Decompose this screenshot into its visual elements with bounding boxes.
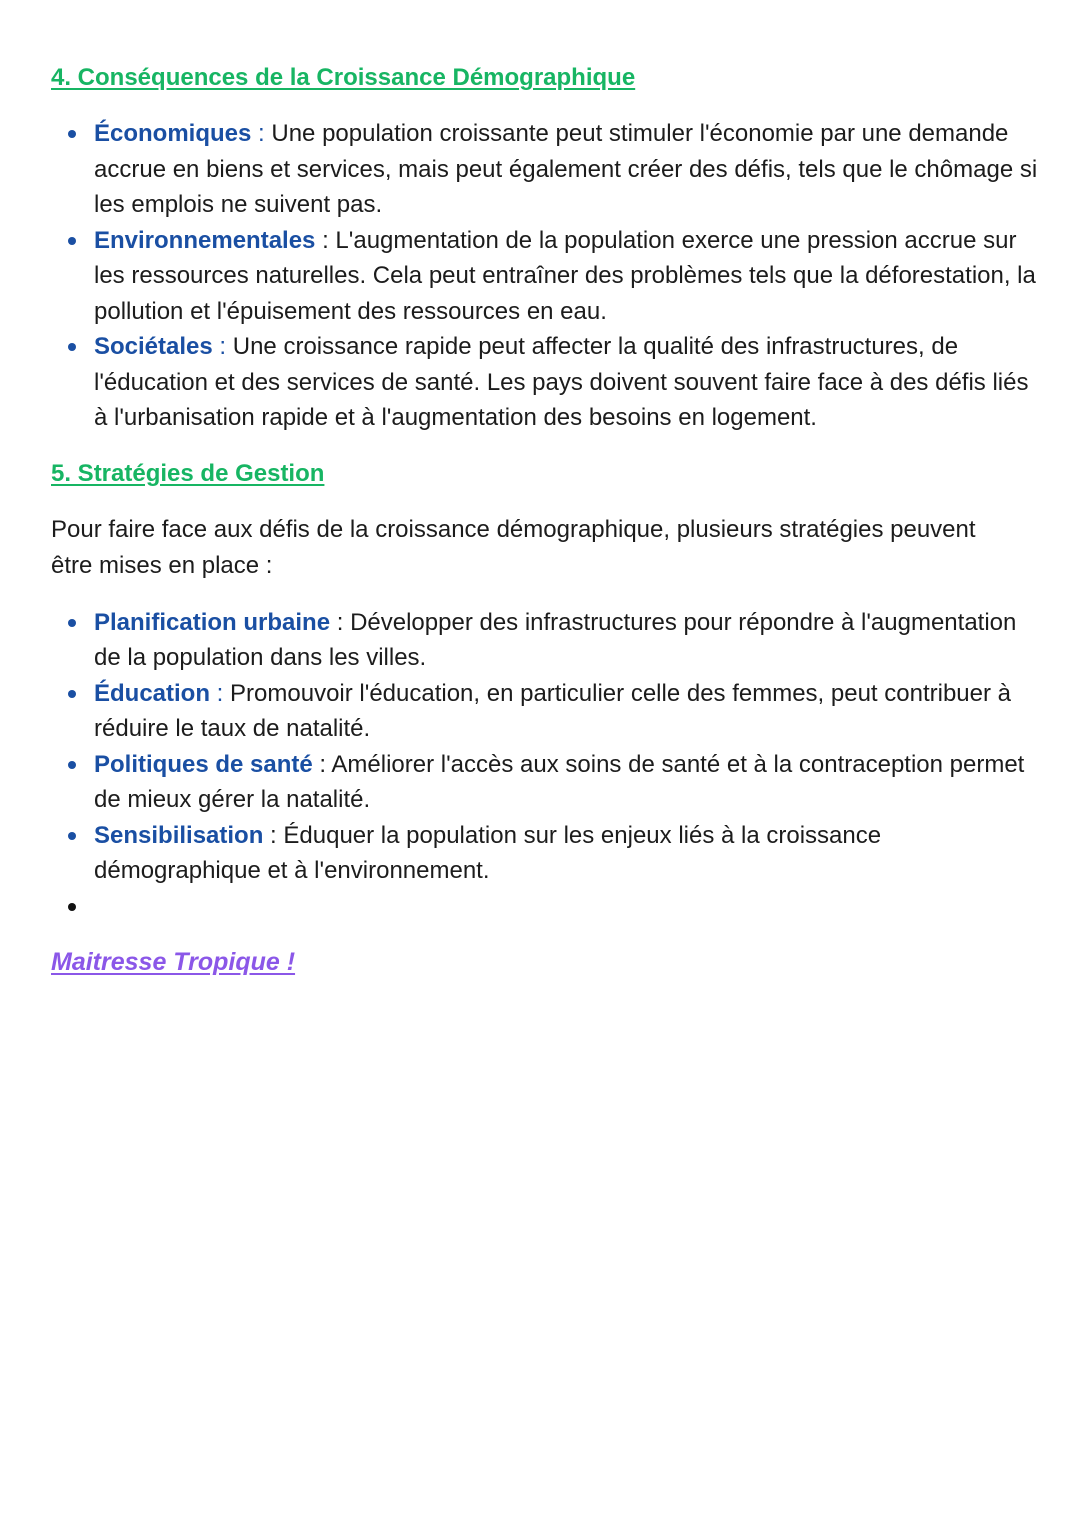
- list-item-planification: [51, 605, 1041, 676]
- term-label: Environnementales: [94, 226, 316, 254]
- item-text: Une population croissante peut stimuler l'économie par une demande accrue en biens et services, mais peut également créer des défis, tels que le chômage si les emplois ne suivent pas.: [94, 120, 1038, 218]
- term-separator: :: [251, 120, 272, 147]
- term-label: Sociétales: [94, 333, 213, 360]
- list-item-politiques-sante: [51, 747, 1041, 818]
- section-5-heading: 5. Stratégies de Gestion: [51, 459, 325, 487]
- item-text: Améliorer l'accès aux soins de santé et à la contraception permet de mieux gérer la natalité.: [94, 750, 1025, 813]
- bullet-icon: [68, 903, 76, 911]
- section-4-heading: 4. Conséquences de la Croissance Démographique: [51, 64, 636, 91]
- strategies-list: [51, 605, 1041, 925]
- item-text: Une croissance rapide peut affecter la qualité des infrastructures, de l'éducation et des services de santé. Les pays doivent souvent faire face à des défis liés à l'urbanisation rapide et à l'augmentation des besoins en logement.: [94, 333, 1029, 431]
- term-separator: :: [312, 750, 332, 778]
- section-5-intro: Pour faire face aux défis de la croissance démographique, plusieurs stratégies peuvent être mises en place :: [51, 515, 976, 579]
- bullet-icon: [68, 130, 76, 138]
- consequences-list: [51, 116, 1041, 436]
- list-item-education: [51, 676, 1041, 747]
- item-text: Éduquer la population sur les enjeux liés à la croissance démographique et à l'environnement.: [94, 821, 882, 884]
- term-label: Planification urbaine: [94, 608, 331, 636]
- list-item-empty: [51, 889, 1041, 925]
- document-page: [51, 60, 1041, 980]
- signature: Maitresse Tropique !: [51, 948, 296, 976]
- bullet-icon: [68, 237, 76, 245]
- term-separator: :: [263, 821, 284, 849]
- item-text: Développer des infrastructures pour répondre à l'augmentation de la population dans les villes.: [94, 608, 1017, 671]
- item-text: L'augmentation de la population exerce une pression accrue sur les ressources naturelles. Cela peut entraîner des problèmes tels que la déforestation, la pollution et l'épuisement des ressources en eau.: [94, 226, 1036, 325]
- term-label: Économiques: [94, 120, 252, 147]
- term-label: Politiques de santé: [94, 750, 313, 778]
- list-item-societales: [51, 329, 1041, 436]
- term-label: Sensibilisation: [94, 821, 264, 849]
- list-item-sensibilisation: [51, 818, 1041, 889]
- list-item-environnementales: [51, 223, 1041, 330]
- list-item-economiques: [51, 116, 1041, 223]
- term-separator: :: [315, 226, 336, 254]
- bullet-icon: [68, 832, 76, 840]
- bullet-icon: [68, 619, 76, 627]
- bullet-icon: [68, 761, 76, 769]
- term-separator: :: [212, 333, 233, 360]
- term-label: Éducation: [94, 679, 211, 707]
- bullet-icon: [68, 343, 76, 351]
- bullet-icon: [68, 690, 76, 698]
- term-separator: :: [330, 608, 351, 636]
- term-separator: :: [210, 679, 231, 707]
- item-text: Promouvoir l'éducation, en particulier celle des femmes, peut contribuer à réduire le taux de natalité.: [94, 679, 1012, 742]
